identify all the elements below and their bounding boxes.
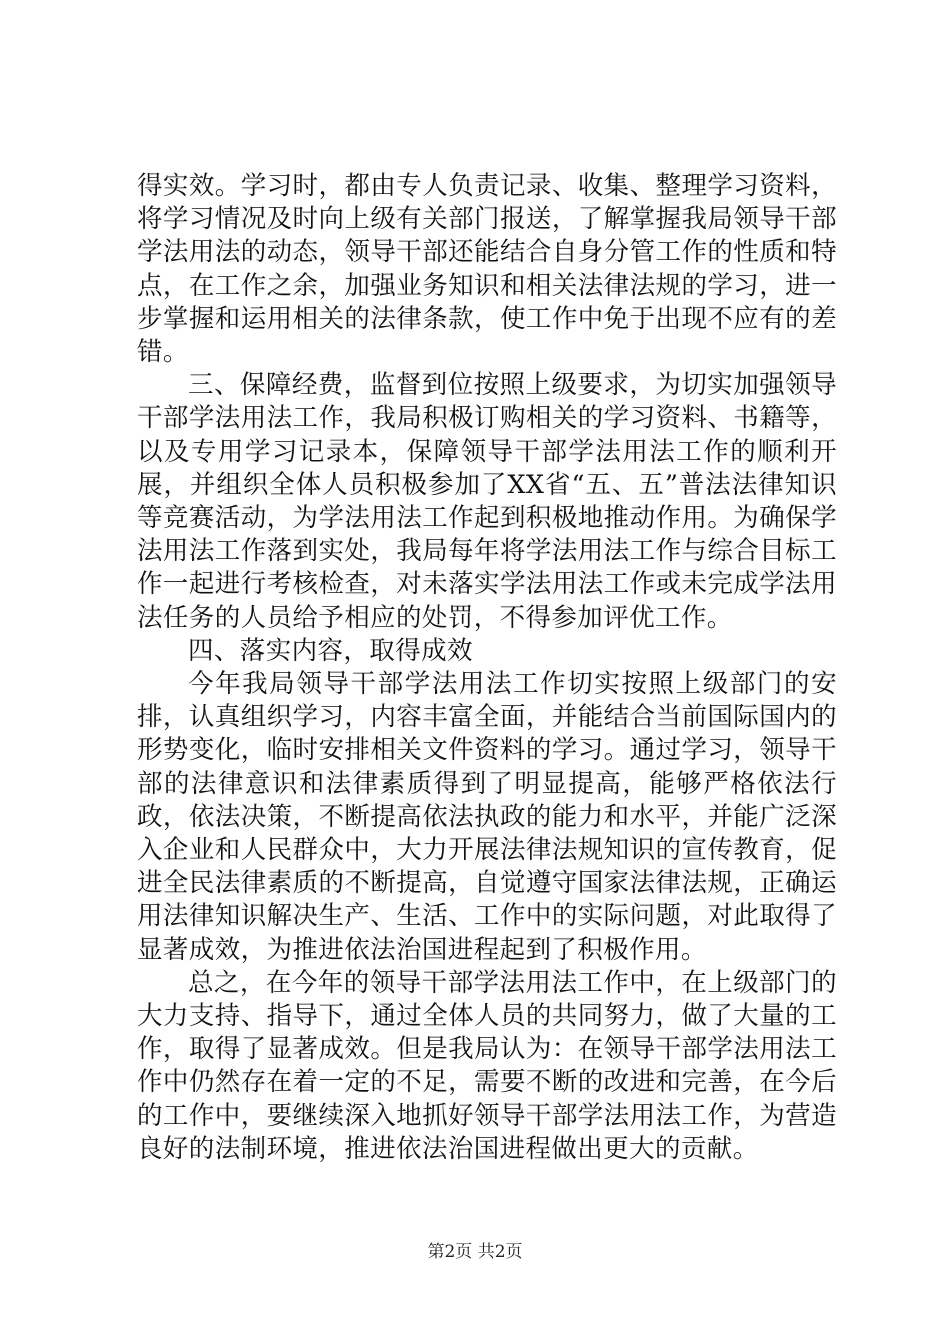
page-footer: 第2页 共2页 — [427, 1242, 523, 1262]
section-four-heading: 四、落实内容，取得成效 — [188, 635, 473, 666]
paragraph-conclusion: 总之，在今年的领导干部学法用法工作中，在上级部门的大力支持、指导下，通过全体人员的共同努力，做了大量的工作，取得了显著成效。但是我局认为：在领导干部学法用法工作中仍然存在着一定的不足，需要不断的改进和完善，在今后的工作中，要继续深入地抓好领导干部学法用法工作，为营造良好的法制环境，推进依法治国进程做出更大的贡献。 — [137, 967, 837, 1164]
paragraph-section-three: 三、保障经费，监督到位按照上级要求，为切实加强领导干部学法用法工作，我局积极订购相关的学习资料、书籍等，以及专用学习记录本，保障领导干部学法用法工作的顺利开展，并组织全体人员积极参加了XX省“五、五”普法法律知识等竞赛活动，为学法用法工作起到积极地推动作用。为确保学法用法工作落到实处，我局每年将学法用法工作与综合目标工作一起进行考核检查，对未落实学法用法工作或未完成学法用法任务的人员给予相应的处罚，不得参加评优工作。 — [137, 370, 837, 633]
document-body — [137, 170, 837, 1166]
paragraph-section-four: 今年我局领导干部学法用法工作切实按照上级部门的安排，认真组织学习，内容丰富全面，并能结合当前国际国内的形势变化，临时安排相关文件资料的学习。通过学习，领导干部的法律意识和法律素质得到了明显提高，能够严格依法行政，依法决策，不断提高依法执政的能力和水平，并能广泛深入企业和人民群众中，大力开展法律法规知识的宣传教育，促进全民法律素质的不断提高，自觉遵守国家法律法规，正确运用法律知识解决生产、生活、工作中的实际问题，对此取得了显著成效，为推进依法治国进程起到了积极作用。 — [137, 669, 837, 965]
paragraph-continuation: 得实效。学习时，都由专人负责记录、收集、整理学习资料，将学习情况及时向上级有关部门报送，了解掌握我局领导干部学法用法的动态，领导干部还能结合自身分管工作的性质和特点，在工作之余，加强业务知识和相关法律法规的学习，进一步掌握和运用相关的法律条款，使工作中免于出现不应有的差错。 — [137, 171, 837, 368]
